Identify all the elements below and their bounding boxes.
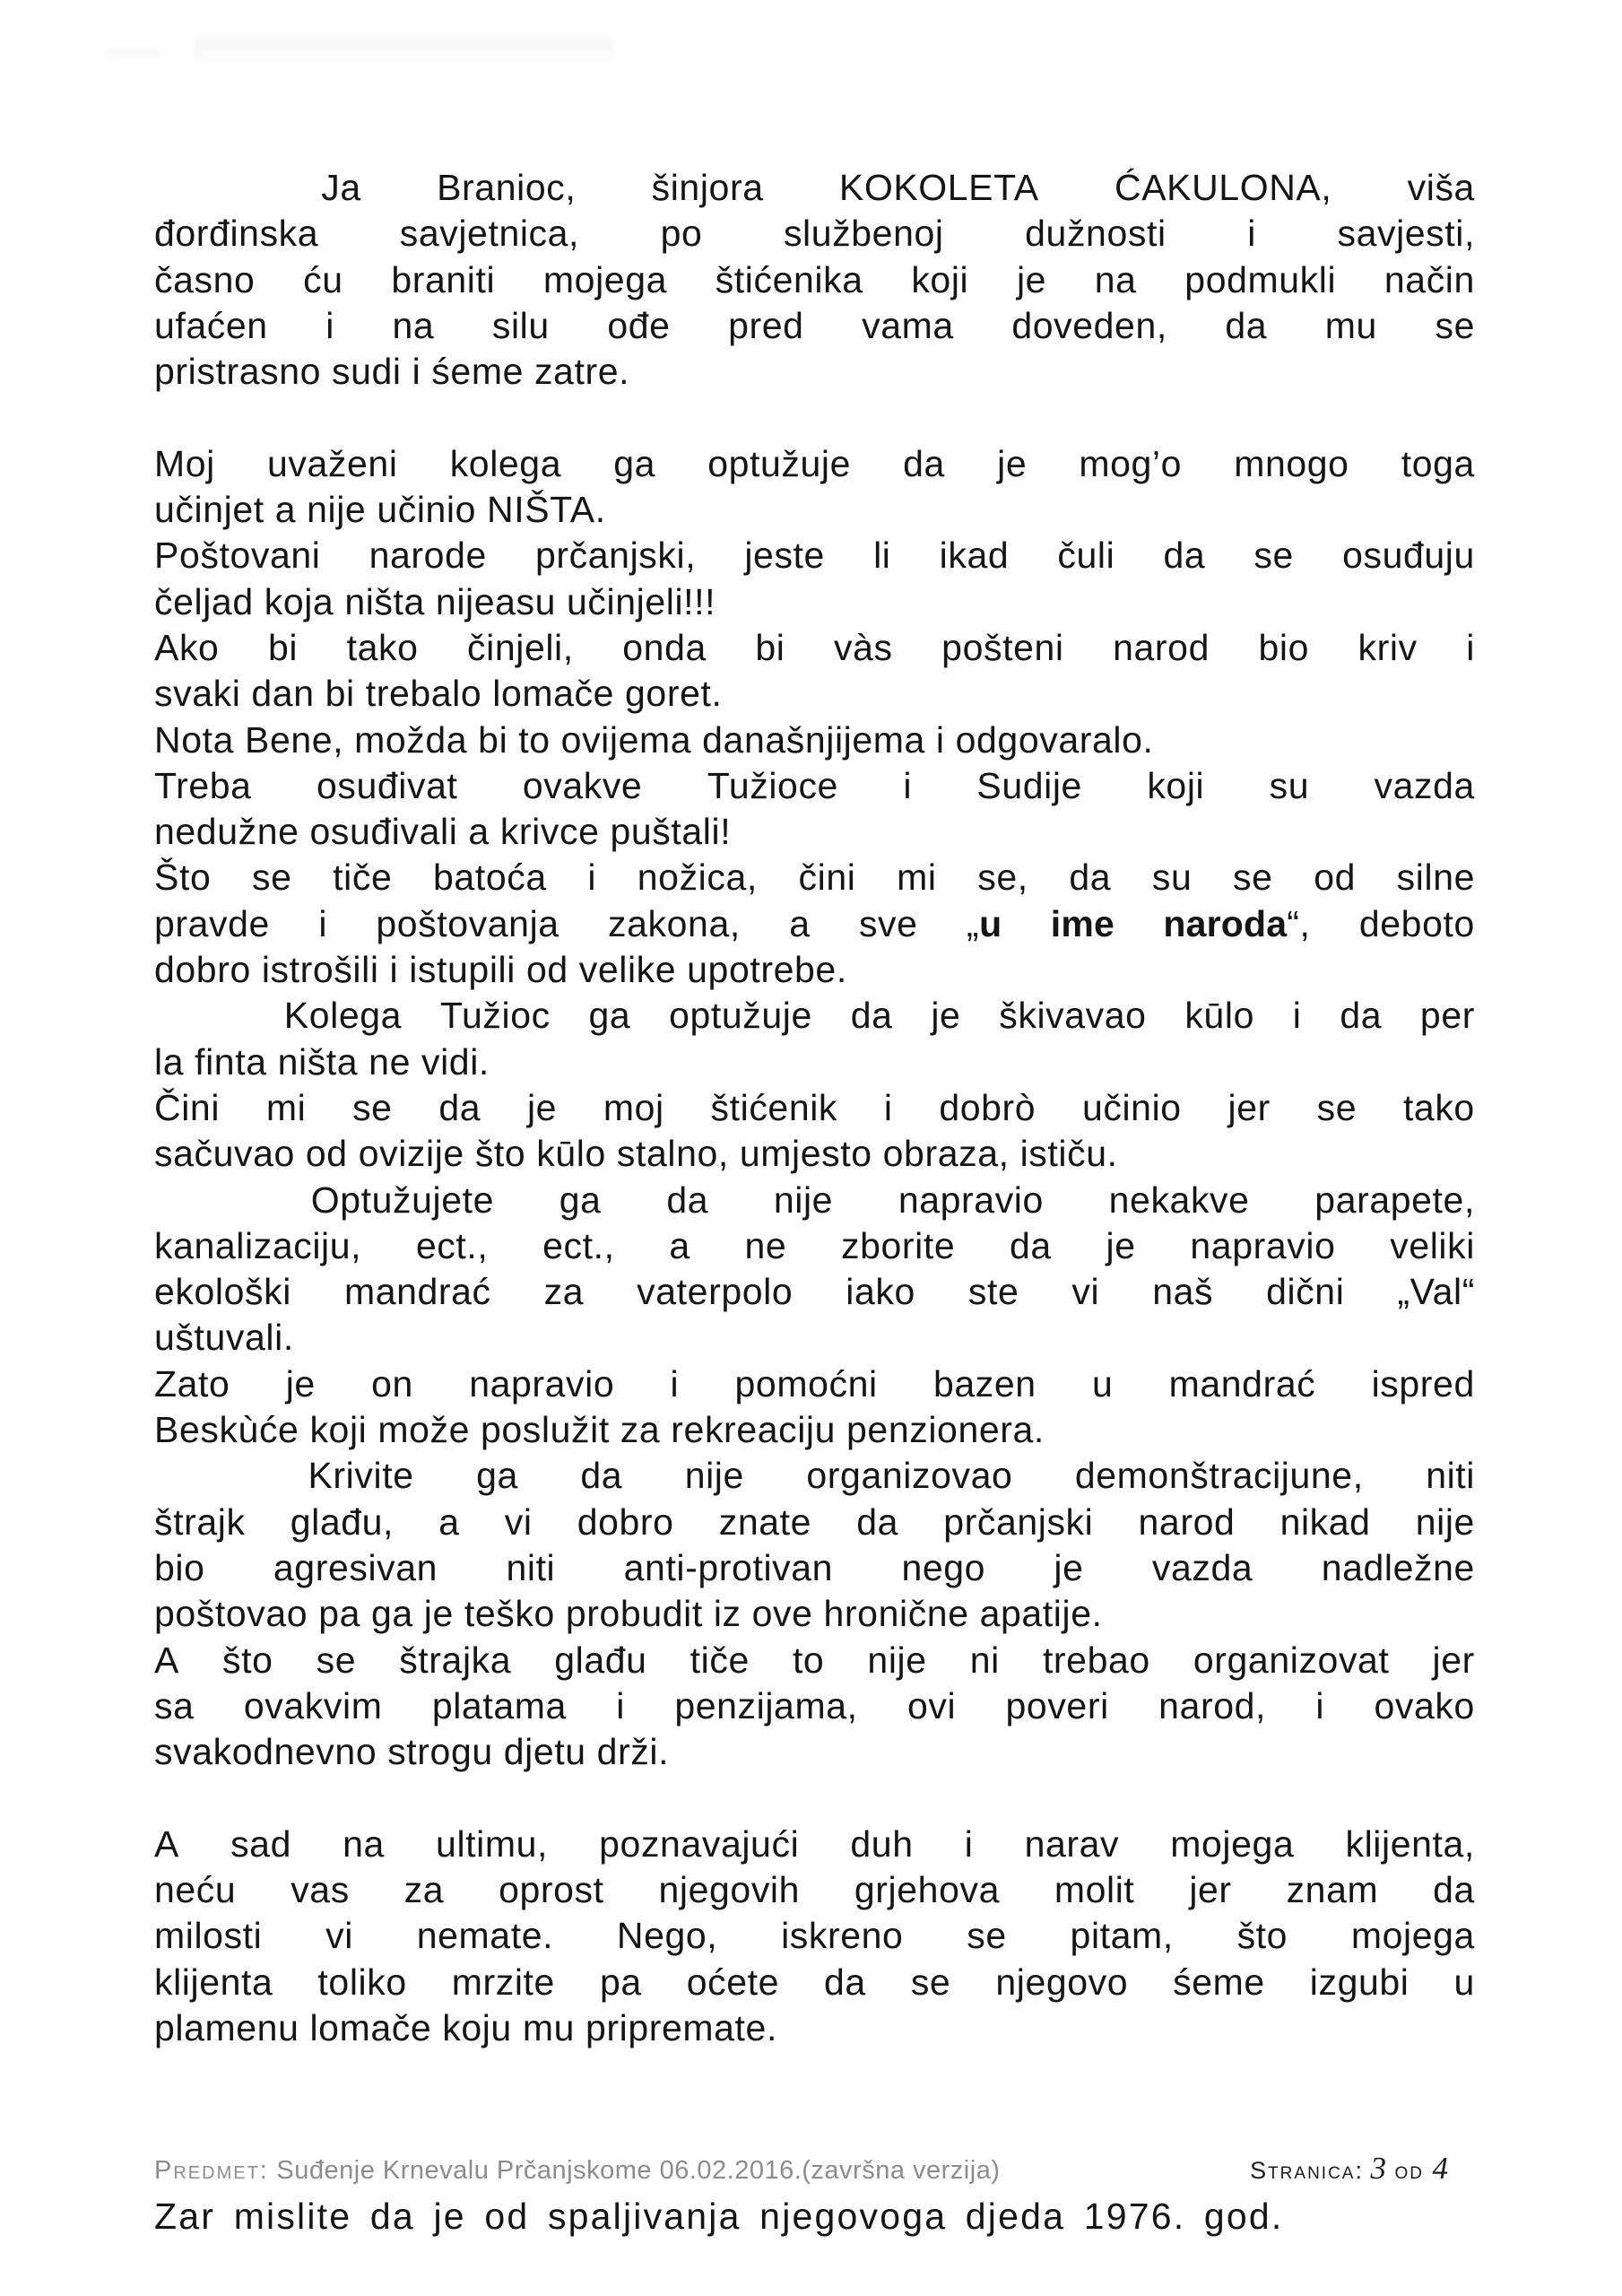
text-line: Nota Bene, možda bi to ovijema današnjijema i odgovaralo.: [154, 718, 1154, 761]
text-line: sačuvao od ovizije što kūlo stalno, umjesto obraza, ističu.: [154, 1133, 1118, 1175]
text-line: đorđinska savjetnica, po službenoj dužnosti i savjesti,: [154, 213, 1475, 255]
text-line: bio agresivan niti anti-protivan nego je vazda nadležne: [154, 1546, 1475, 1588]
text-line: ekološki mandrać za vaterpolo iako ste vi naš dični „Val“: [154, 1271, 1475, 1313]
paragraph: [154, 718, 1475, 763]
text-line: kanalizaciju, ect., ect., a ne zborite da je napravio veliki: [154, 1224, 1475, 1266]
paragraph: [154, 533, 1475, 625]
text-line: pristrasno sudi i śeme zatre.: [154, 351, 630, 393]
paragraph: [154, 1085, 1475, 1178]
paragraph: [154, 1822, 1475, 2051]
text-line: Ako bi tako činjeli, onda bi vàs pošteni narod bio kriv i: [154, 626, 1475, 668]
paragraph: [154, 625, 1475, 718]
paragraph: [154, 855, 1475, 993]
scan-artifact: [108, 47, 161, 57]
text-line: čeljad koja ništa nijeasu učinjeli!!!: [154, 580, 716, 622]
text-line: sa ovakvim platama i penzijama, ovi poveri narod, i ovako: [154, 1684, 1475, 1726]
paragraph: [154, 1178, 1475, 1361]
footer-page-total: 4: [1432, 2151, 1448, 2186]
text-line: svaki dan bi trebalo lomače goret.: [154, 673, 723, 715]
paragraph: [154, 1453, 1475, 1637]
text-line: Beskùće koji može poslužit za rekreaciju penzionera.: [154, 1409, 1045, 1451]
text-line: dobro istrošili i istupili od velike upotrebe.: [154, 949, 847, 991]
text-line: uštuvali.: [154, 1317, 294, 1359]
page-footer: [154, 2151, 1475, 2187]
text-line: Što se tiče batoća i nožica, čini mi se, da su se od silne: [154, 857, 1475, 899]
paragraph: [154, 993, 1475, 1085]
footer-page-label: Stranica:: [1250, 2157, 1364, 2184]
text-line: A sad na ultimu, poznavajući duh i narav mojega klijenta,: [154, 1822, 1475, 1865]
paragraph: [154, 1361, 1475, 1454]
text-line: štrajk glađu, a vi dobro znate da prčanjski narod nikad nije: [154, 1500, 1475, 1543]
text-line: poštovao pa ga je teško probudit iz ove hronične apatije.: [154, 1593, 1103, 1635]
text-line: Zato je on napravio i pomoćni bazen u mandrać ispred: [154, 1362, 1475, 1405]
text-line: A što se štrajka glađu tiče to nije ni trebao organizovat jer: [154, 1639, 1475, 1681]
footer-subject: [154, 2156, 1000, 2186]
text-line: la finta ništa ne vidi.: [154, 1040, 490, 1083]
text-line: svakodnevno strogu djetu drži.: [154, 1731, 670, 1773]
footer-subject-label: Predmet:: [154, 2156, 269, 2185]
text-line: Ja Branioc, šinjora KOKOLETA ĆAKULONA, viša: [321, 167, 1475, 208]
document-text: [154, 165, 1475, 2051]
text-line: Čini mi se da je moj štićenik i dobrò učinio jer se tako: [154, 1086, 1475, 1128]
text-line: Kolega Tužioc ga optužuje da je škivavao kūlo i da per: [283, 995, 1475, 1037]
text-line: milosti vi nemate. Nego, iskreno se pitam, što mojega: [154, 1915, 1475, 1957]
paragraph: [154, 1638, 1475, 1776]
text-line: Optužujete ga da nije napravio nekakve parapete,: [310, 1178, 1475, 1221]
footer-page-indicator: [1250, 2151, 1448, 2187]
paragraph: [154, 441, 1475, 534]
text-line: Krivite ga da nije organizovao demonštracijune, niti: [308, 1455, 1475, 1497]
text-line: klijenta toliko mrzite pa oćete da se njegovo śeme izgubi u: [154, 1961, 1475, 2003]
paragraph: [154, 165, 1475, 395]
footer-page-current: 3: [1370, 2151, 1386, 2186]
footer-od-label: od: [1385, 2157, 1433, 2184]
text-line: učinjet a nije učinio NIŠTA.: [154, 489, 606, 531]
text-line: Moj uvaženi kolega ga optužuje da je mog’o mnogo toga: [154, 442, 1475, 484]
paragraph: [154, 763, 1475, 856]
overflow-text-line: Zar mislite da je od spaljivanja njegovoga djeda 1976. god.: [154, 2196, 1284, 2237]
text-line: plamenu lomače koju mu pripremate.: [154, 2006, 777, 2048]
text-line: pravde i poštovanja zakona, a sve „u ime naroda“, deboto: [154, 902, 1475, 944]
text-line: neću vas za oprost njegovih grjehova molit jer znam da: [154, 1868, 1475, 1910]
text-line: nedužne osuđivali a krivce puštali!: [154, 811, 732, 853]
text-line: časno ću braniti mojega štićenika koji je na podmukli način: [154, 258, 1475, 300]
text-line: Treba osuđivat ovakve Tužioce i Sudije koji su vazda: [154, 764, 1475, 806]
scan-artifact: [193, 36, 614, 59]
text-line: ufaćen i na silu ođe pred vama doveden, da mu se: [154, 304, 1475, 346]
footer-subject-text: Suđenje Krnevalu Prčanjskome 06.02.2016.(završna verzija): [268, 2156, 1001, 2185]
text-line: Poštovani narode prčanjski, jeste li ikad čuli da se osuđuju: [154, 535, 1475, 577]
